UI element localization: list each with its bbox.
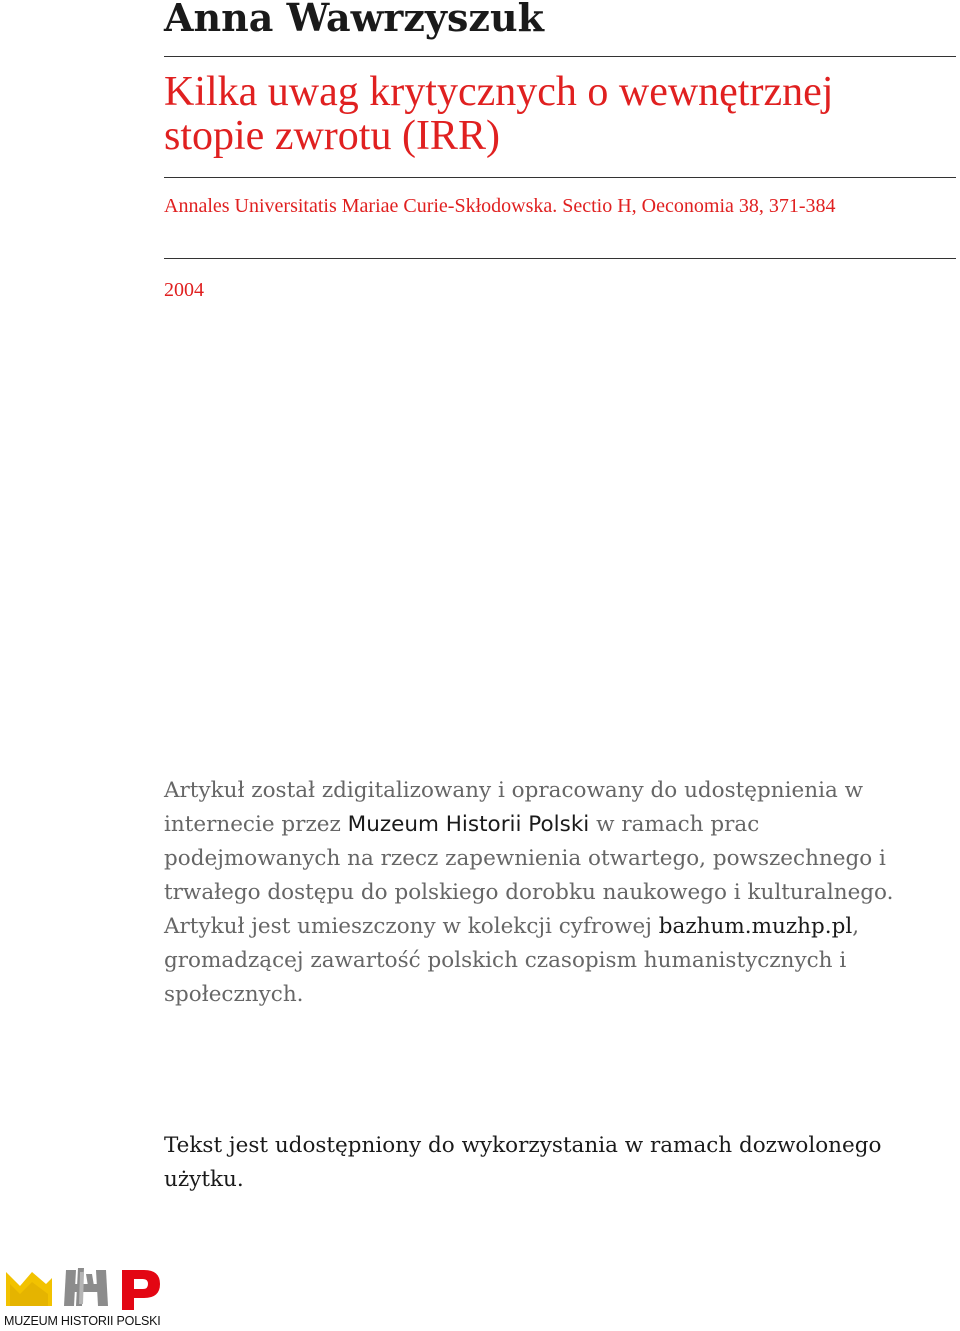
publication-year: 2004: [164, 279, 204, 301]
article-title: Kilka uwag krytycznych o wewnętrznej stopie zwrotu (IRR): [164, 69, 834, 159]
notice-text: w ramach prac podejmowanych na rzecz zapewnienia otwartego, powszechnego i trwałego dostępu do polskiego dorobku naukowego i kulturalnego. Artykuł jest umieszczony w kolekcji cyfrowej: [164, 812, 894, 939]
divider: [164, 56, 956, 57]
digitization-notice: [164, 774, 934, 1012]
museum-name: Muzeum Historii Polski: [347, 812, 590, 837]
license-notice: Tekst jest udostępniony do wykorzystania w ramach dozwolonego użytku.: [164, 1133, 882, 1192]
author-name: Anna Wawrzyszuk: [164, 0, 544, 40]
divider: [164, 258, 956, 259]
logo-label: MUZEUM HISTORII POLSKI: [4, 1314, 161, 1328]
museum-logo: [4, 1264, 166, 1330]
journal-citation: Annales Universitatis Mariae Curie-Skłodowska. Sectio H, Oeconomia 38, 371-384: [164, 195, 836, 217]
divider: [164, 177, 956, 178]
notice-text: Artykuł został zdigitalizowany i opracowany do udostępnienia w internecie przez: [164, 778, 864, 837]
collection-link[interactable]: bazhum.muzhp.pl: [658, 914, 853, 939]
museum-logo-icon: [4, 1264, 166, 1314]
notice-text: , gromadzącej zawartość polskich czasopism humanistycznych i społecznych.: [164, 914, 860, 1007]
